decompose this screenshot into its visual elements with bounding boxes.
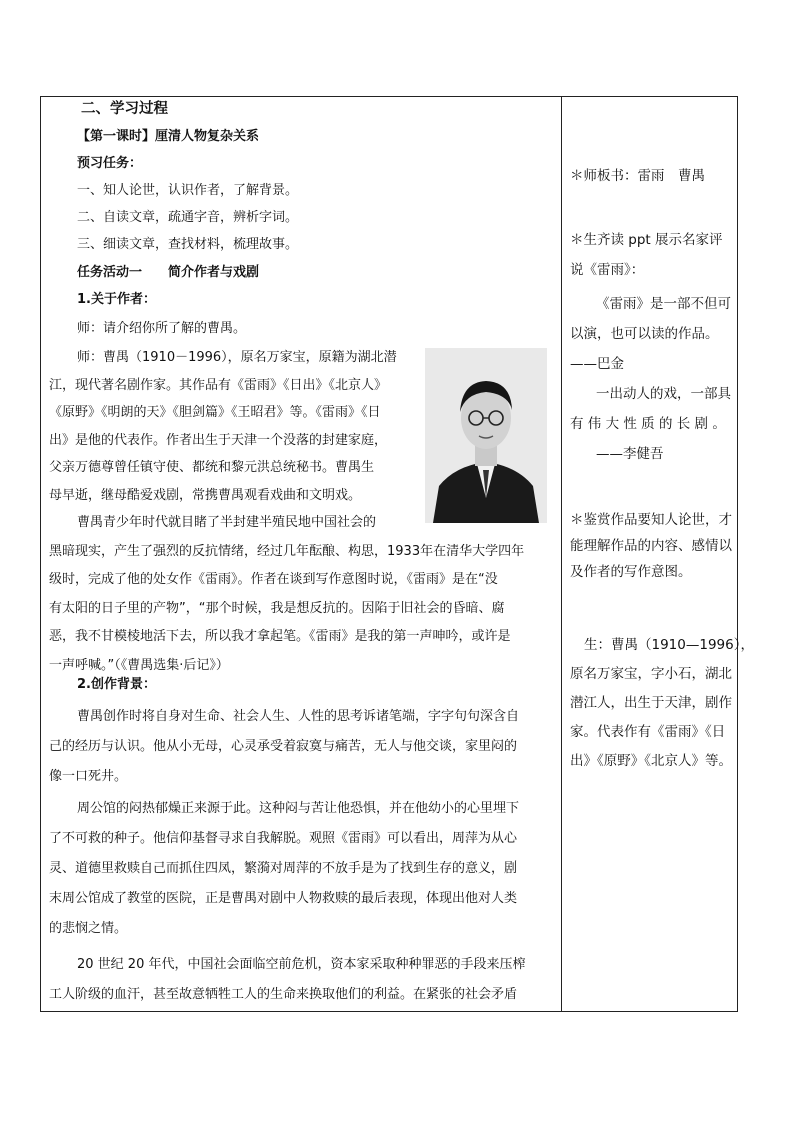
section-title: 二、学习过程	[81, 101, 168, 117]
quote-line: 一出动人的戏，一部具	[596, 386, 731, 402]
text-line: 有太阳的日子里的产物”，“那个时候，我是想反抗的。因陷于旧社会的昏暗、腐	[49, 600, 505, 616]
text-line: 的悲悯之情。	[49, 921, 128, 936]
note-line: 潜江人，出生于天津，剧作	[570, 695, 732, 711]
quote-line: 以演，也可以读的作品。	[570, 326, 719, 342]
note-line: 出》《原野》《北京人》等。	[570, 753, 732, 769]
background-title: 2.创作背景：	[77, 677, 156, 692]
text-line: 己的经历与认识。他从小无母，心灵承受着寂寞与痛苦，无人与他交谈，家里闷的	[49, 739, 518, 754]
note-line: 原名万家宝，字小石，湖北	[570, 666, 732, 682]
text-line: 灵、道德里救赎自己而抓住四凤，繁漪对周萍的不放手是为了找到生存的意义，剧	[49, 861, 518, 876]
teacher-prompt: 师：请介绍你所了解的曹禺。	[77, 321, 247, 336]
background-paragraph-1	[49, 702, 553, 792]
text-line: 级时，完成了他的处女作《雷雨》。作者在谈到写作意图时说，《雷雨》是在“没	[49, 572, 498, 587]
quote-author: ——李健吾	[596, 446, 664, 462]
board-note	[570, 163, 732, 189]
text-line: 师：曹禺（1910－1996），原名万家宝，原籍为湖北潜	[77, 350, 397, 365]
note-line: ＊师板书：雷雨 曹禺	[570, 168, 705, 184]
text-line: 曹禺创作时将自身对生命、社会人生、人性的思考诉诸笔端，字字句句深含自	[77, 709, 520, 724]
note-line: 能理解作品的内容、感情以	[570, 538, 732, 554]
lesson-plan-table	[40, 96, 754, 1012]
text-line: 曹禺青少年时代就目睹了半封建半殖民地中国社会的	[77, 515, 377, 530]
quote-author: ——巴金	[570, 356, 624, 372]
text-line: 末周公馆成了教堂的医院，正是曹禺对剧中人物救赎的最后表现，体现出他对人类	[49, 891, 518, 906]
text-line: 出》是他的代表作。作者出生于天津一个没落的封建家庭，	[49, 432, 388, 448]
lesson-title: 【第一课时】厘清人物复杂关系	[77, 129, 260, 144]
text-line: 一声呼喊。”（《曹禺选集·后记》）	[49, 657, 229, 673]
note-line: ＊生齐读 ppt 展示名家评	[570, 232, 723, 248]
student-answer-note	[570, 631, 754, 776]
reading-note	[570, 225, 732, 285]
note-line: ＊鉴赏作品要知人论世，才	[570, 512, 732, 528]
activity-title: 任务活动一 简介作者与戏剧	[77, 265, 260, 280]
note-line: 家。代表作有《雷雨》《日	[570, 724, 726, 740]
text-line: 了不可救的种子。他信仰基督寻求自我解脱。观照《雷雨》可以看出，周萍为从心	[49, 831, 518, 846]
quote-ba-jin	[570, 289, 732, 379]
text-line: 父亲万德尊曾任镇守使、都统和黎元洪总统秘书。曹禺生	[49, 460, 375, 475]
background-paragraph-2	[49, 794, 553, 944]
about-author-title: 1.关于作者：	[77, 292, 156, 307]
preview-item: 二、自读文章，疏通字音，辨析字词。	[77, 210, 299, 225]
preview-title: 预习任务：	[77, 156, 143, 171]
text-line: 《原野》《明朗的天》《胆剑篇》《王昭君》等。《雷雨》《日	[49, 405, 381, 420]
preview-item: 一、知人论世，认识作者，了解背景。	[77, 183, 299, 198]
main-column	[41, 97, 561, 1011]
text-line: 周公馆的闷热郁燥正来源于此。这种闷与苦让他恐惧，并在他幼小的心里埋下	[77, 801, 520, 816]
side-notes-column	[562, 97, 754, 1011]
text-line: 像一口死井。	[49, 769, 128, 784]
text-line: 母早逝，继母酷爱戏剧，常携曹禺观看戏曲和文明戏。	[49, 487, 362, 503]
preview-item: 三、细读文章，查找材料，梳理故事。	[77, 237, 299, 252]
author-portrait-photo	[425, 348, 547, 523]
text-line: 江，现代著名剧作家。其作品有《雷雨》《日出》《北京人》	[49, 377, 388, 393]
note-line: 及作者的写作意图。	[570, 564, 692, 580]
text-line: 恶，我不甘模棱地活下去，所以我才拿起笔。《雷雨》是我的第一声呻吟，或许是	[49, 629, 511, 644]
appreciation-note	[570, 507, 732, 585]
text-line: 20 世纪 20 年代，中国社会面临空前危机，资本家采取种种罪恶的手段来压榨	[77, 957, 526, 972]
quote-li-jianwu	[570, 379, 732, 469]
note-line: 说《雷雨》：	[570, 262, 645, 278]
quote-line: 有 伟 大 性 质 的 长 剧 。	[570, 416, 726, 432]
author-paragraph	[49, 344, 421, 509]
background-paragraph-3	[49, 950, 553, 1010]
quote-line: 《雷雨》是一部不但可	[596, 296, 731, 312]
youth-paragraph	[49, 509, 553, 680]
text-line: 工人阶级的血汗，甚至故意牺牲工人的生命来换取他们的利益。在紧张的社会矛盾	[49, 987, 518, 1002]
text-line: 黑暗现实，产生了强烈的反抗情绪，经过几年酝酿、构思，1933年在清华大学四年	[49, 543, 525, 559]
note-line: 生：曹禺（1910—1996），	[584, 637, 754, 653]
